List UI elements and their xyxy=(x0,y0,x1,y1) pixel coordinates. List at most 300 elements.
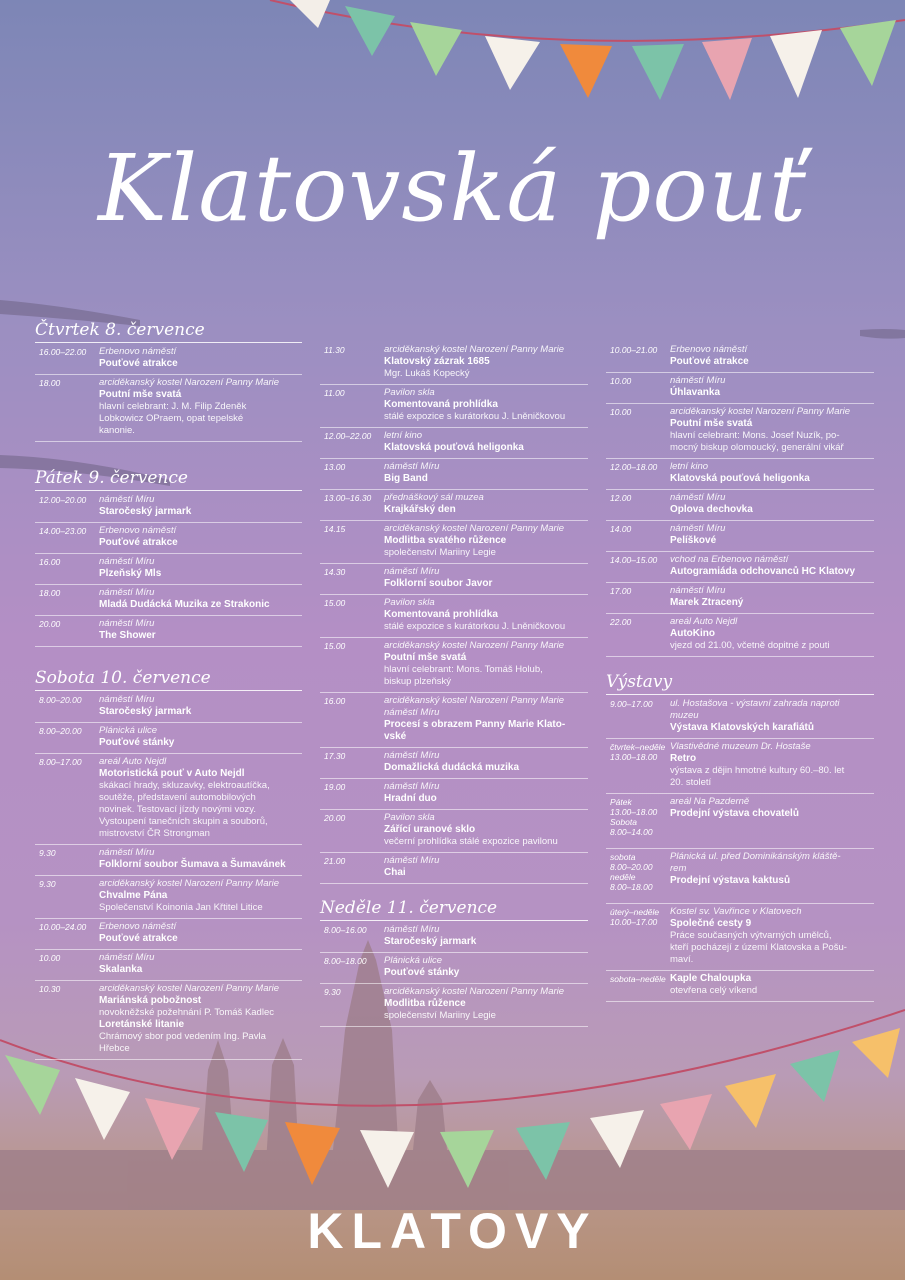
event-name: vské xyxy=(384,731,407,742)
schedule-event xyxy=(35,692,302,723)
event-name: Pouťové stánky xyxy=(384,967,460,978)
event-time xyxy=(610,617,631,627)
event-desc: mocný biskup olomoucký, generální vikář xyxy=(670,442,844,453)
event-time xyxy=(610,907,659,927)
event-time xyxy=(610,797,657,837)
event-content xyxy=(99,756,300,840)
schedule-event xyxy=(35,919,302,950)
event-time-line: 15.00 xyxy=(324,641,346,651)
event-venue: Pavilon skla xyxy=(384,387,435,398)
schedule-event xyxy=(320,779,588,810)
event-time-line: 8.00–17.00 xyxy=(39,757,82,767)
event-time-line: sobota xyxy=(610,852,636,862)
schedule-event xyxy=(35,754,302,845)
event-name: Loretánské litanie xyxy=(99,1019,185,1030)
schedule-event xyxy=(320,638,588,693)
event-time xyxy=(324,813,345,823)
event-content xyxy=(670,796,872,820)
event-venue: náměstí Míru xyxy=(384,781,440,792)
event-venue: Plánická ulice xyxy=(99,725,158,736)
event-content xyxy=(670,375,872,399)
schedule-event xyxy=(606,342,874,373)
event-name: Chvalme Pána xyxy=(99,890,168,901)
event-time-line: 21.00 xyxy=(324,856,346,866)
schedule-event xyxy=(35,876,302,919)
event-time xyxy=(610,407,631,417)
event-content xyxy=(670,461,872,485)
event-content xyxy=(99,377,300,437)
schedule-event xyxy=(320,922,588,953)
event-desc: Chrámový sbor pod vedením Ing. Pavla xyxy=(99,1031,266,1042)
event-content xyxy=(384,387,586,423)
event-venue: vchod na Erbenovo náměstí xyxy=(670,554,789,565)
event-time-line: 16.00 xyxy=(39,557,61,567)
event-desc: novinek. Testovací jízdy novými vozy. xyxy=(99,804,256,815)
event-time xyxy=(39,588,60,598)
event-venue: letní kino xyxy=(384,430,423,441)
event-name: Modlitba růžence xyxy=(384,998,466,1009)
event-venue: Pavilon skla xyxy=(384,597,435,608)
event-name: Společné cesty 9 xyxy=(670,918,752,929)
event-name: Chai xyxy=(384,867,406,878)
event-venue: náměstí Míru xyxy=(99,494,155,505)
event-venue: arciděkanský kostel Narození Panny Marie xyxy=(670,406,851,417)
schedule-event xyxy=(35,616,302,647)
event-time xyxy=(324,598,345,608)
event-venue: Erbenovo náměstí xyxy=(99,525,177,536)
event-time-line: 17.00 xyxy=(610,586,632,596)
event-name: Klatovská pouťová heligonka xyxy=(670,473,810,484)
schedule-event xyxy=(606,552,874,583)
bunting-flags-top xyxy=(290,0,896,100)
event-venue: Erbenovo náměstí xyxy=(670,344,748,355)
event-content xyxy=(99,847,300,871)
event-name: Pouťové atrakce xyxy=(670,356,749,367)
event-time xyxy=(324,987,341,997)
event-venue: náměstí Míru xyxy=(99,847,155,858)
event-desc: skákací hrady, skluzavky, elektroautíčka, xyxy=(99,780,270,791)
schedule-event xyxy=(320,564,588,595)
event-content xyxy=(670,406,872,454)
event-time-line: Pátek xyxy=(610,797,632,807)
event-desc: Lobkowicz OPraem, opat tepelské xyxy=(99,413,244,424)
event-name: Autogramiáda odchovanců HC Klatovy xyxy=(670,566,856,577)
event-content xyxy=(384,430,586,454)
event-content xyxy=(384,492,586,516)
event-content xyxy=(384,855,586,879)
event-desc: společenství Mariiny Legie xyxy=(384,547,496,558)
event-time-line: 18.00 xyxy=(39,588,61,598)
event-time-line: 14.00–23.00 xyxy=(39,526,87,536)
event-name: Krajkářský den xyxy=(384,504,456,515)
event-desc: maví. xyxy=(670,954,694,965)
event-venue: náměstí Míru xyxy=(99,694,155,705)
event-name: Retro xyxy=(670,753,697,764)
event-venue: náměstí Míru xyxy=(384,566,440,577)
event-time xyxy=(324,925,367,935)
event-name: Výstava Klatovských karafiátů xyxy=(670,722,814,733)
event-venue: arciděkanský kostel Narození Panny Marie xyxy=(384,695,565,706)
event-name: Plzeňský Mls xyxy=(99,568,162,579)
event-time-line: 10.00–17.00 xyxy=(610,917,658,927)
event-time xyxy=(610,699,653,709)
event-time xyxy=(39,922,86,932)
event-content xyxy=(384,523,586,559)
event-time-line: 14.30 xyxy=(324,567,346,577)
event-desc: novokněžské požehnání P. Tomáš Kadlec xyxy=(99,1007,274,1018)
event-content xyxy=(99,878,300,914)
event-venue: Kostel sv. Vavřince v Klatovech xyxy=(670,906,802,917)
event-venue: Erbenovo náměstí xyxy=(99,921,177,932)
event-venue: náměstí Míru xyxy=(670,375,726,386)
event-venue: arciděkanský kostel Narození Panny Marie xyxy=(99,983,280,994)
event-content xyxy=(99,587,300,611)
day-heading: Sobota 10. července xyxy=(35,668,302,691)
schedule-event xyxy=(320,693,588,748)
schedule-event xyxy=(606,583,874,614)
schedule-event xyxy=(320,459,588,490)
event-time-line: 14.15 xyxy=(324,524,346,534)
event-time xyxy=(39,953,60,963)
day-heading: Výstavy xyxy=(606,672,874,695)
event-venue: rem xyxy=(670,863,687,874)
event-name: Mladá Dudácká Muzika ze Strakonic xyxy=(99,599,270,610)
event-venue: přednáškový sál muzea xyxy=(384,492,484,503)
event-time xyxy=(39,495,86,505)
event-name: Modlitba svatého růžence xyxy=(384,535,507,546)
schedule-event xyxy=(320,953,588,984)
event-time xyxy=(324,388,345,398)
event-time-line: 13.00–18.00 xyxy=(610,752,658,762)
event-content xyxy=(99,346,300,370)
event-name: Staročeský jarmark xyxy=(99,706,192,717)
event-content xyxy=(670,344,872,368)
event-name: Mariánská pobožnost xyxy=(99,995,202,1006)
event-venue: náměstí Míru xyxy=(670,523,726,534)
event-name: Klatovský zázrak 1685 xyxy=(384,356,490,367)
event-content xyxy=(384,924,586,948)
event-name: AutoKino xyxy=(670,628,715,639)
event-venue: arciděkanský kostel Narození Panny Marie xyxy=(384,523,565,534)
event-time xyxy=(324,431,371,441)
schedule-event xyxy=(35,492,302,523)
event-time-line: 9.30 xyxy=(39,848,56,858)
event-name: Oplova dechovka xyxy=(670,504,753,515)
schedule-event xyxy=(320,428,588,459)
event-venue: ul. Hostašova - výstavní zahrada naproti xyxy=(670,698,840,709)
event-content xyxy=(99,921,300,945)
event-desc: Společenství Koinonia Jan Křtitel Litice xyxy=(99,902,263,913)
schedule-event xyxy=(320,810,588,853)
event-time xyxy=(610,974,666,984)
event-desc: výstava z dějin hmotné kultury 60.–80. let xyxy=(670,765,845,776)
day-heading: Čtvrtek 8. července xyxy=(35,320,302,343)
event-time-line: 12.00 xyxy=(610,493,632,503)
schedule-event xyxy=(606,739,874,794)
event-desc: stálé expozice s kurátorkou J. Lněničkovou xyxy=(384,411,566,422)
schedule-event xyxy=(320,521,588,564)
event-name: Komentovaná prohlídka xyxy=(384,609,498,620)
event-time-line: 8.00–14.00 xyxy=(610,827,653,837)
event-name: Pelíškové xyxy=(670,535,717,546)
event-venue: náměstí Míru xyxy=(99,556,155,567)
event-content xyxy=(670,554,872,578)
event-time-line: čtvrtek–neděle xyxy=(610,742,666,752)
event-time xyxy=(324,462,345,472)
day-heading: Neděle 11. července xyxy=(320,898,588,921)
event-time-line: 16.00–22.00 xyxy=(39,347,87,357)
event-time-line: 8.00–18.00 xyxy=(610,882,653,892)
event-venue: náměstí Míru xyxy=(384,855,440,866)
event-desc: otevřena celý víkend xyxy=(670,985,758,996)
event-time xyxy=(39,557,60,567)
event-name: Staročeský jarmark xyxy=(99,506,192,517)
event-time-line: 13.00–18.00 xyxy=(610,807,658,817)
event-name: Folklorní soubor Šumava a Šumavánek xyxy=(99,859,286,870)
schedule-event xyxy=(35,981,302,1060)
event-content xyxy=(99,525,300,549)
event-venue: náměstí Míru xyxy=(99,587,155,598)
event-time-line: 15.00 xyxy=(324,598,346,608)
schedule-event xyxy=(320,984,588,1027)
event-time xyxy=(324,641,345,651)
event-time xyxy=(324,782,345,792)
event-venue: Pavilon skla xyxy=(384,812,435,823)
schedule-event xyxy=(320,385,588,428)
event-content xyxy=(670,973,872,997)
event-name: Kaple Chaloupka xyxy=(670,973,752,984)
event-content xyxy=(384,597,586,633)
event-time xyxy=(39,695,82,705)
event-venue: Plánická ulice xyxy=(384,955,443,966)
event-venue: muzeu xyxy=(670,710,699,721)
event-time-line: 20.00 xyxy=(324,813,346,823)
event-venue: Plánická ul. před Dominikánským kláště- xyxy=(670,851,841,862)
event-desc: Vystoupení tanečních skupin a souborů, xyxy=(99,816,268,827)
event-name: Motoristická pouť v Auto Nejdl xyxy=(99,768,245,779)
event-venue: náměstí Míru xyxy=(670,585,726,596)
event-time xyxy=(324,493,371,503)
klatovy-logo: KLATOVY xyxy=(307,1203,598,1259)
event-time xyxy=(610,555,657,565)
event-desc: hlavní celebrant: Mons. Josef Nuzík, po- xyxy=(670,430,840,441)
event-name: Pouťové atrakce xyxy=(99,537,178,548)
event-desc: společenství Mariiny Legie xyxy=(384,1010,496,1021)
event-time-line: 19.00 xyxy=(324,782,346,792)
event-content xyxy=(670,585,872,609)
event-content xyxy=(99,725,300,749)
event-time xyxy=(39,347,86,357)
event-time xyxy=(39,726,82,736)
event-time xyxy=(610,524,631,534)
event-time-line: sobota–neděle xyxy=(610,974,666,984)
event-time-line: 13.00 xyxy=(324,462,346,472)
event-content xyxy=(670,741,872,789)
event-time-line: 10.30 xyxy=(39,984,61,994)
schedule-event xyxy=(35,845,302,876)
event-time xyxy=(324,345,345,355)
event-time xyxy=(39,879,56,889)
event-time-line: 14.00 xyxy=(610,524,632,534)
event-desc: večerní prohlídka stálé expozice pavilonu xyxy=(384,836,558,847)
schedule-event xyxy=(35,375,302,442)
event-time-line: 8.00–20.00 xyxy=(39,726,82,736)
schedule-event xyxy=(35,585,302,616)
event-name: Marek Ztracený xyxy=(670,597,744,608)
event-time-line: 10.00 xyxy=(610,407,632,417)
event-time xyxy=(610,462,657,472)
event-venue: náměstí Míru xyxy=(99,952,155,963)
event-time xyxy=(324,567,345,577)
event-content xyxy=(670,906,872,966)
event-time xyxy=(39,757,82,767)
event-name: Big Band xyxy=(384,473,428,484)
day-heading: Pátek 9. července xyxy=(35,468,302,491)
event-name: Staročeský jarmark xyxy=(384,936,477,947)
event-time xyxy=(39,526,86,536)
event-name: Pouťové stánky xyxy=(99,737,175,748)
event-content xyxy=(99,952,300,976)
event-content xyxy=(384,781,586,805)
event-name: Zářící uranové sklo xyxy=(384,824,476,835)
event-desc: hlavní celebrant: J. M. Filip Zdeněk xyxy=(99,401,247,412)
event-time-line: 12.00–20.00 xyxy=(39,495,87,505)
event-content xyxy=(384,955,586,979)
event-time-line: 17.30 xyxy=(324,751,346,761)
schedule-event xyxy=(35,554,302,585)
event-venue: arciděkanský kostel Narození Panny Marie xyxy=(384,986,565,997)
event-time-line: 12.00–22.00 xyxy=(324,431,372,441)
event-name: Hradní duo xyxy=(384,793,437,804)
event-content xyxy=(384,986,586,1022)
event-time-line: 9.30 xyxy=(324,987,341,997)
event-content xyxy=(99,494,300,518)
event-content xyxy=(99,618,300,642)
schedule-event xyxy=(606,521,874,552)
event-name: Pouťové atrakce xyxy=(99,933,178,944)
event-time-line: 10.00 xyxy=(39,953,61,963)
event-time-line: 20.00 xyxy=(39,619,61,629)
event-venue: náměstí Míru xyxy=(384,750,440,761)
event-venue: letní kino xyxy=(670,461,709,472)
event-desc: vjezd od 21.00, včetně dopitné z pouti xyxy=(670,640,830,651)
event-content xyxy=(384,750,586,774)
event-time-line: úterý–neděle xyxy=(610,907,660,917)
event-time-line: 8.00–16.00 xyxy=(324,925,367,935)
event-venue: areál Auto Nejdl xyxy=(670,616,738,627)
event-time xyxy=(610,586,631,596)
schedule-event xyxy=(606,490,874,521)
event-time-line: Sobota xyxy=(610,817,637,827)
schedule-event xyxy=(35,523,302,554)
event-time xyxy=(324,956,367,966)
schedule-event xyxy=(606,849,874,904)
event-time xyxy=(39,848,56,858)
schedule-event xyxy=(606,696,874,739)
event-time xyxy=(39,619,60,629)
schedule-event xyxy=(606,404,874,459)
event-name: Procesí s obrazem Panny Marie Klato- xyxy=(384,719,566,730)
event-time xyxy=(610,493,631,503)
schedule-event xyxy=(606,459,874,490)
event-content xyxy=(670,523,872,547)
event-time-line: 10.00 xyxy=(610,376,632,386)
event-desc: 20. století xyxy=(670,777,712,788)
event-time-line: 22.00 xyxy=(610,617,632,627)
event-time-line: 9.00–17.00 xyxy=(610,699,653,709)
event-time xyxy=(324,696,345,706)
event-name: Prodejní výstava kaktusů xyxy=(670,875,791,886)
schedule-event xyxy=(606,794,874,849)
event-venue: náměstí Míru xyxy=(99,618,155,629)
event-time-line: 11.00 xyxy=(324,388,345,398)
event-content xyxy=(99,694,300,718)
event-venue: náměstí Míru xyxy=(670,492,726,503)
event-time-line: 11.30 xyxy=(324,345,345,355)
event-venue: náměstí Míru xyxy=(384,707,440,718)
event-venue: arciděkanský kostel Narození Panny Marie xyxy=(384,640,565,651)
schedule-event xyxy=(606,614,874,657)
schedule-event xyxy=(35,950,302,981)
event-time xyxy=(324,751,345,761)
event-name: Poutní mše svatá xyxy=(99,389,182,400)
event-time-line: 12.00–18.00 xyxy=(610,462,658,472)
event-time-line: 18.00 xyxy=(39,378,61,388)
event-venue: areál Na Pazderně xyxy=(670,796,750,807)
event-name: Úhlavanka xyxy=(670,387,721,398)
event-name: Klatovská pouťová heligonka xyxy=(384,442,524,453)
schedule-event xyxy=(320,490,588,521)
event-desc: Hřebce xyxy=(99,1043,130,1054)
event-content xyxy=(384,344,586,380)
event-time xyxy=(324,856,345,866)
event-venue: náměstí Míru xyxy=(384,461,440,472)
event-content xyxy=(670,492,872,516)
event-venue: Erbenovo náměstí xyxy=(99,346,177,357)
event-name: Poutní mše svatá xyxy=(670,418,753,429)
schedule-event xyxy=(320,853,588,884)
event-time xyxy=(324,524,345,534)
event-time-line: 16.00 xyxy=(324,696,346,706)
event-content xyxy=(99,983,300,1055)
event-venue: areál Auto Nejdl xyxy=(99,756,167,767)
schedule-event xyxy=(35,723,302,754)
event-desc: biskup plzeňský xyxy=(384,676,452,687)
event-time-line: 9.30 xyxy=(39,879,56,889)
event-name: Komentovaná prohlídka xyxy=(384,399,498,410)
event-venue: Vlastivědné muzeum Dr. Hostaše xyxy=(670,741,811,752)
event-time-line: 13.00–16.30 xyxy=(324,493,372,503)
event-content xyxy=(670,851,872,887)
event-content xyxy=(384,566,586,590)
event-content xyxy=(99,556,300,580)
event-time xyxy=(39,984,60,994)
event-content xyxy=(384,695,586,743)
event-time xyxy=(610,376,631,386)
event-desc: kteří pocházejí z území Klatovska a Pošu- xyxy=(670,942,847,953)
event-time-line: 10.00–21.00 xyxy=(610,345,658,355)
event-time xyxy=(610,852,653,892)
event-content xyxy=(670,698,872,734)
event-content xyxy=(670,616,872,652)
schedule-event xyxy=(606,904,874,971)
schedule-event xyxy=(320,748,588,779)
schedule-event xyxy=(320,595,588,638)
event-name: Poutní mše svatá xyxy=(384,652,467,663)
event-name: Domažlická dudácká muzika xyxy=(384,762,520,773)
event-name: Skalanka xyxy=(99,964,143,975)
page-title: Klatovská pouť xyxy=(98,135,807,242)
